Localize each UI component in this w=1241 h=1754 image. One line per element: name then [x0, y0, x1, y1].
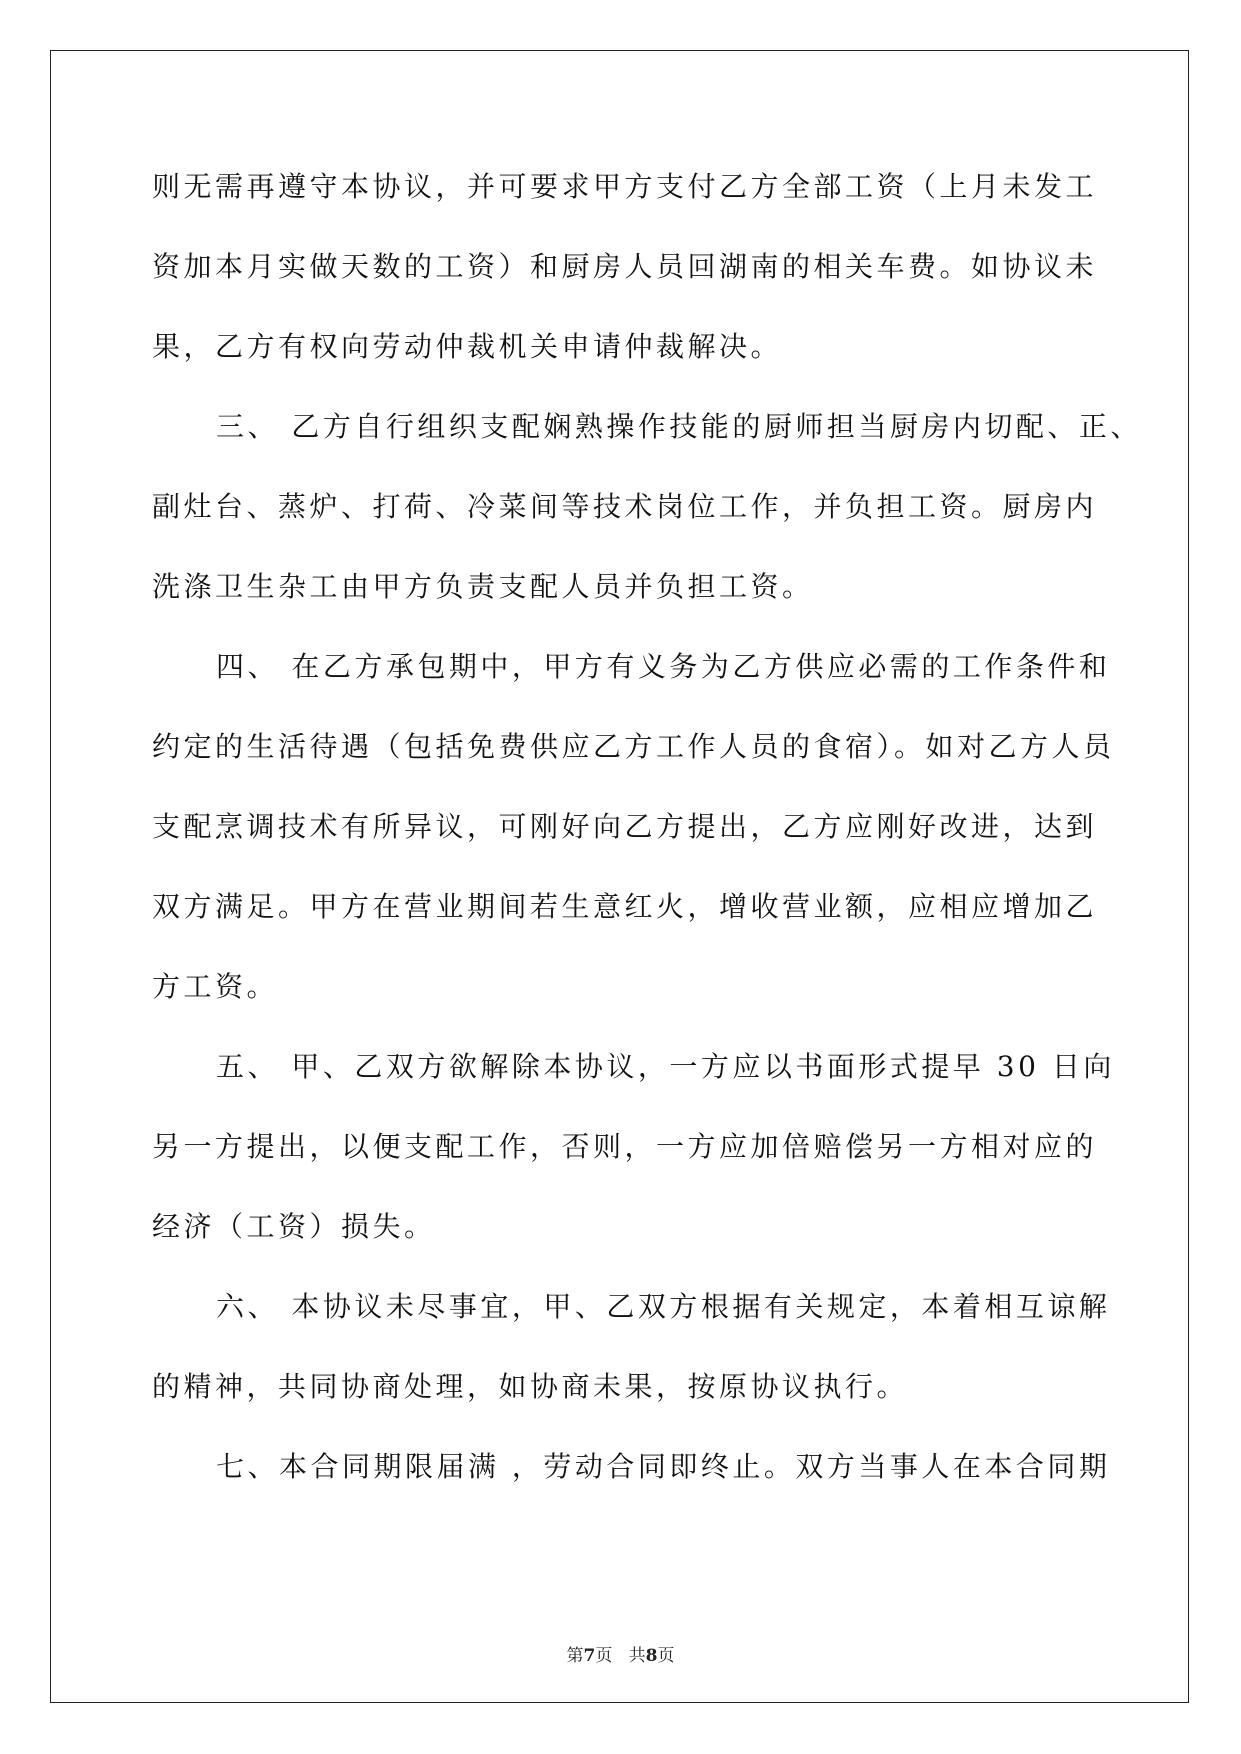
text-line: 五、 甲、乙双方欲解除本协议，一方应以书面形式提早 30 日向: [216, 1050, 1115, 1083]
text-line: 的精神，共同协商处理，如协商未果，按原协议执行。: [152, 1370, 909, 1403]
text-line: 支配烹调技术有所异议，可刚好向乙方提出，乙方应刚好改进，达到: [152, 810, 1098, 843]
text-line: 六、 本协议未尽事宜，甲、乙双方根据有关规定，本着相互谅解: [216, 1290, 1111, 1323]
text-line: 洗涤卫生杂工由甲方负责支配人员并负担工资。: [152, 570, 814, 603]
current-page-number: 7: [583, 1646, 596, 1666]
document-body: [152, 164, 1142, 1524]
text-line: 三、 乙方自行组织支配娴熟操作技能的厨师担当厨房内切配、正、: [216, 410, 1142, 443]
total-pages-number: 8: [645, 1646, 658, 1666]
text-line: 资加本月实做天数的工资）和厨房人员回湖南的相关车费。如协议未: [152, 250, 1098, 283]
footer-total-prefix: 共: [628, 1646, 646, 1666]
text-line: 果，乙方有权向劳动仲裁机关申请仲裁解决。: [152, 330, 783, 363]
footer-prefix: 第: [566, 1646, 584, 1666]
text-line: 则无需再遵守本协议，并可要求甲方支付乙方全部工资（上月未发工: [152, 170, 1098, 203]
text-line: 七、本合同期限届满 ，劳动合同即终止。双方当事人在本合同期: [216, 1450, 1111, 1483]
footer-page-word: 页: [595, 1646, 613, 1666]
text-line: 副灶台、蒸炉、打荷、冷菜间等技术岗位工作，并负担工资。厨房内: [152, 490, 1098, 523]
text-line: 方工资。: [152, 970, 279, 1003]
text-line: 另一方提出，以便支配工作，否则，一方应加倍赔偿另一方相对应的: [152, 1130, 1098, 1163]
text-line: 四、 在乙方承包期中，甲方有义务为乙方供应必需的工作条件和: [216, 650, 1111, 683]
footer-total-suffix: 页: [657, 1646, 675, 1666]
text-line: 经济（工资）损失。: [152, 1210, 436, 1243]
text-line: 约定的生活待遇（包括免费供应乙方工作人员的食宿）。如对乙方人员: [152, 730, 1115, 763]
page-footer: [0, 1641, 1241, 1666]
text-line: 双方满足。甲方在营业期间若生意红火，增收营业额，应相应增加乙: [152, 890, 1098, 923]
